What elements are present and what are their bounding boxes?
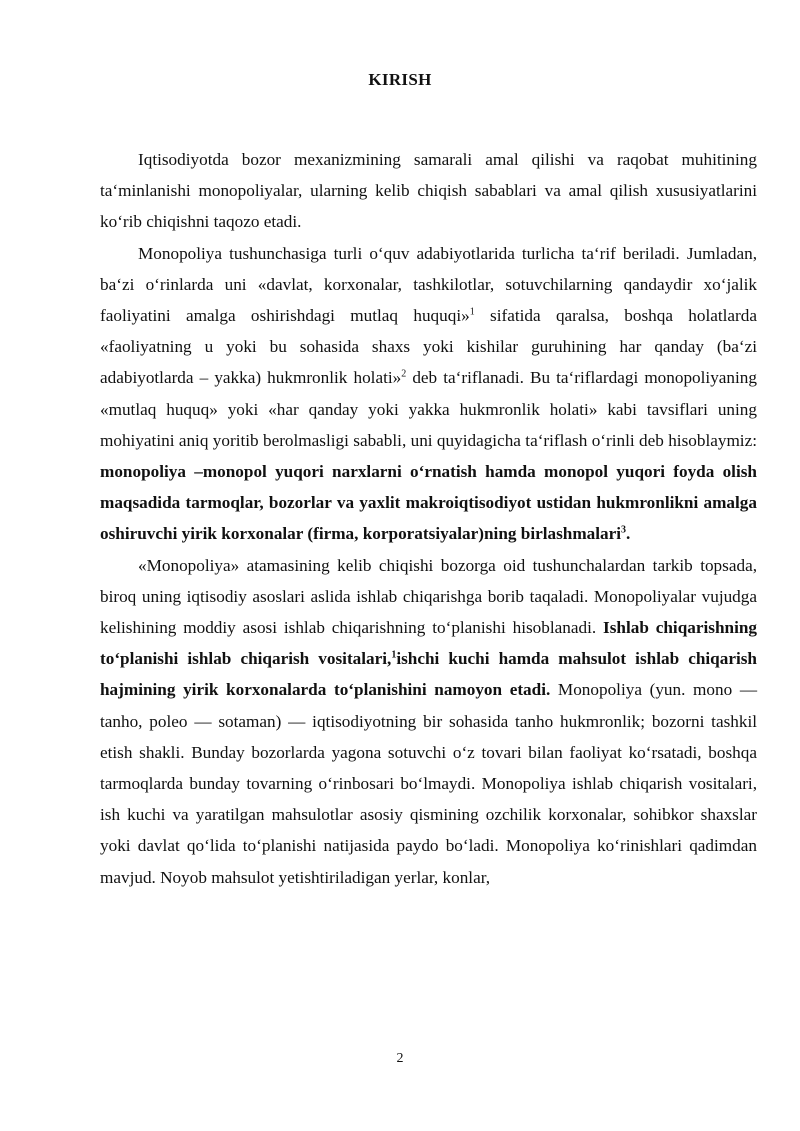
text-run: «Monopoliya» atamasining kelib chiqishi bozorga oid tushunchalardan tarkib topsada, biroq uning iqtisodiy asoslari aslida ishlab chiqarishga borib taqaladi. Monopoliyalar vujudga kelishining moddiy asosi ishlab chiqarishning to‘planishi hisoblanadi.: [100, 555, 757, 638]
bold-text: Ishlab chiqarishning to‘planishi ishlab chiqarish vositalari,: [100, 618, 757, 669]
paragraph: [100, 550, 757, 893]
text-run: deb ta‘riflanadi. Bu ta‘riflardagi monopoliyaning «mutlaq huquq» yoki «har qanday yoki yakka hukmronlik holati» kabi tavsiflari uning mohiyatini aniq yoritib berolmasligi sababli, uni quyidagicha ta‘riflash o‘rinli deb hisoblaymiz:: [100, 368, 757, 450]
paragraph: [100, 238, 757, 550]
footnote-ref: 1: [391, 649, 397, 661]
footnote-ref: 3: [621, 524, 627, 536]
text-run: Monopoliya (yun. mono — tanho, poleo — sotaman) — iqtisodiyotning bir sohasida tanho hukmronlik; bozorni tashkil etish shakli. Bunday bozorlarda yagona sotuvchi o‘z tovari bilan faoliyat ko‘rsatadi, boshqa tarmoqlarda bunday tovarning o‘rinbosari bo‘lmaydi. Monopoliya ishlab chiqarish vositalari, ish kuchi va yaratilgan mahsulotlar asosiy qismining ozchilik korxonalar, sohibkor shaxslar yoki davlat qo‘lida to‘planishi natijasida paydo bo‘ladi. Monopoliya ko‘rinishlari qadimdan mavjud. Noyob mahsulot yetishtiriladigan yerlar, konlar,: [100, 680, 758, 887]
bold-text: monopoliya –monopol yuqori narxlarni o‘rnatish hamda monopol yuqori foyda olish maqsadida tarmoqlar, bozorlar va yaxlit makroiqtisodiyot ustidan hukmronlikni amalga oshiruvchi yirik korxonalar (firma, korporatsiyalar)ning birlashmalari: [100, 462, 757, 544]
bold-text: .: [626, 524, 631, 544]
text-run: Iqtisodiyotda bozor mexanizmining samarali amal qilishi va raqobat muhitining ta‘minlanishi monopoliyalar, ularning kelib chiqish sabablari va amal qilish xususiyatlarini ko‘rib chiqishni taqozo etadi.: [100, 150, 757, 232]
bold-text: ishchi kuchi hamda mahsulot ishlab chiqarish hajmining yirik korxonalarda to‘planishini namoyon etadi.: [100, 649, 757, 700]
text-run: Monopoliya tushunchasiga turli o‘quv adabiyotlarida turlicha ta‘rif beriladi. Jumladan, ba‘zi o‘rinlarda uni «davlat, korxonalar, tashkilotlar, sotuvchilarning qandaydir xo‘jalik faoliyatini amalga oshirishdagi mutlaq huquqi»: [100, 243, 757, 326]
paragraph: [100, 144, 757, 238]
body-text: [100, 144, 757, 893]
footnote-ref: 2: [401, 368, 407, 380]
page-title: KIRISH: [368, 70, 432, 89]
footnote-ref: 1: [469, 306, 475, 318]
page-number: 2: [396, 1051, 404, 1066]
text-run: sifatida qaralsa, boshqa holatlarda «faoliyatning u yoki bu sohasida shaxs yoki kishilar guruhining har qanday (ba‘zi adabiyotlarda – yakka) hukmronlik holati»: [100, 306, 757, 388]
